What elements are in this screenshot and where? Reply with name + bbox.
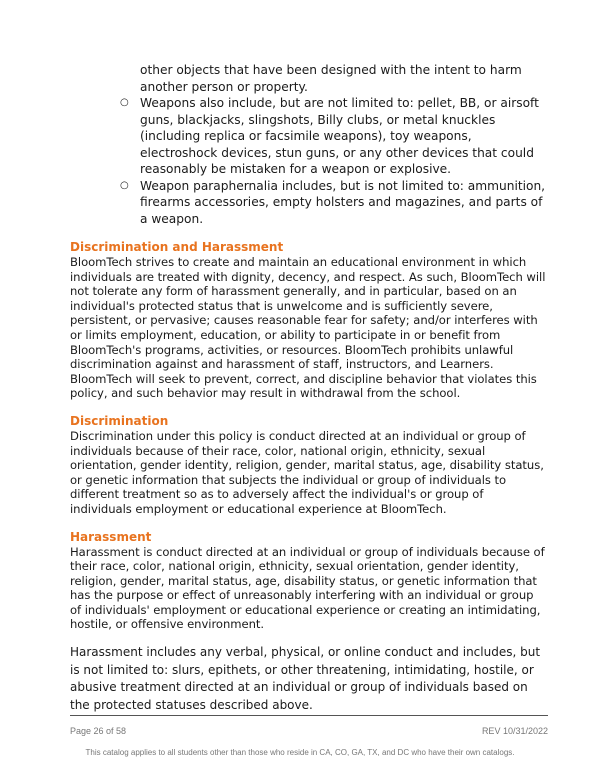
page-number: Page 26 of 58 (70, 726, 127, 736)
list-continuation: other objects that have been designed with the intent to harm another person or property. (140, 63, 522, 94)
section-heading: Discrimination and Harassment (70, 240, 284, 254)
section-harassment (70, 530, 548, 715)
list-item (70, 178, 548, 228)
revision-date: REV 10/31/2022 (481, 726, 548, 736)
circle-bullet-icon: ○ (120, 179, 129, 191)
catalog-applicability-note: This catalog applies to all students other than those who reside in CA, CO, GA, TX, and DC who have their own catalogs. (85, 748, 515, 757)
section-body: BloomTech strives to create and maintain an educational environment in which individuals are treated with dignity, decency, and respect. As such, BloomTech will not tolerate any form of harassment generally, and in particular, based on an individual's protected status that is unwelcome and is sufficiently severe, persistent, or pervasive; causes reasonable fear for safety; and/or interferes with or limits employment, education, or ability to participate in or benefit from BloomTech's programs, activities, or resources. BloomTech prohibits unlawful discrimination against and harassment of staff, instructors, and Learners. BloomTech will seek to prevent, correct, and discipline behavior that violates this policy, and such behavior may result in withdrawal from the school. (70, 255, 546, 401)
section-heading: Discrimination (70, 413, 169, 428)
list-item-text: Weapon paraphernalia includes, but is not limited to: ammunition, firearms accessories, empty holsters and magazines, and parts of a weapon. (140, 178, 546, 226)
section-heading: Harassment (70, 529, 152, 544)
list-item-text: Weapons also include, but are not limited to: pellet, BB, or airsoft guns, blackjacks, slingshots, Billy clubs, or metal knuckles (including replica or facsimile weapons), toy weapons, electroshock devices, stun guns, or any other devices that could reasonably be mistaken for a weapon or explosive. (140, 96, 539, 176)
circle-bullet-icon: ○ (120, 97, 129, 108)
page-content (70, 62, 548, 714)
section-paragraph: Harassment includes any verbal, physical, or online conduct and includes, but is not limited to: slurs, epithets, or other threatening, intimidating, hostile, or abusive treatment directed at an individual or group of individuals based on the protected statuses described above. (70, 645, 541, 712)
section-body: Harassment is conduct directed at an individual or group of individuals because of their race, color, national origin, ethnicity, sexual orientation, gender identity, religion, gender, marital status, age, disability status, or genetic information that has the purpose or effect of unreasonably interfering with an individual or group of individuals' employment or educational experience or creating an intimidating, hostile, or offensive environment. (70, 544, 545, 632)
list-item (70, 95, 548, 178)
section-discrimination (70, 414, 548, 517)
section-discrimination-harassment (70, 240, 548, 401)
weapons-sub-list (70, 95, 548, 227)
footer-divider (70, 715, 548, 716)
section-body: Discrimination under this policy is conduct directed at an individual or group of individuals because of their race, color, national origin, ethnicity, sexual orientation, gender identity, religion, gender, marital status, age, disability status, or genetic information that subjects the individual or group of individuals to different treatment so as to adversely affect the individual's or group of individuals employment or educational experience at BloomTech. (70, 428, 544, 516)
